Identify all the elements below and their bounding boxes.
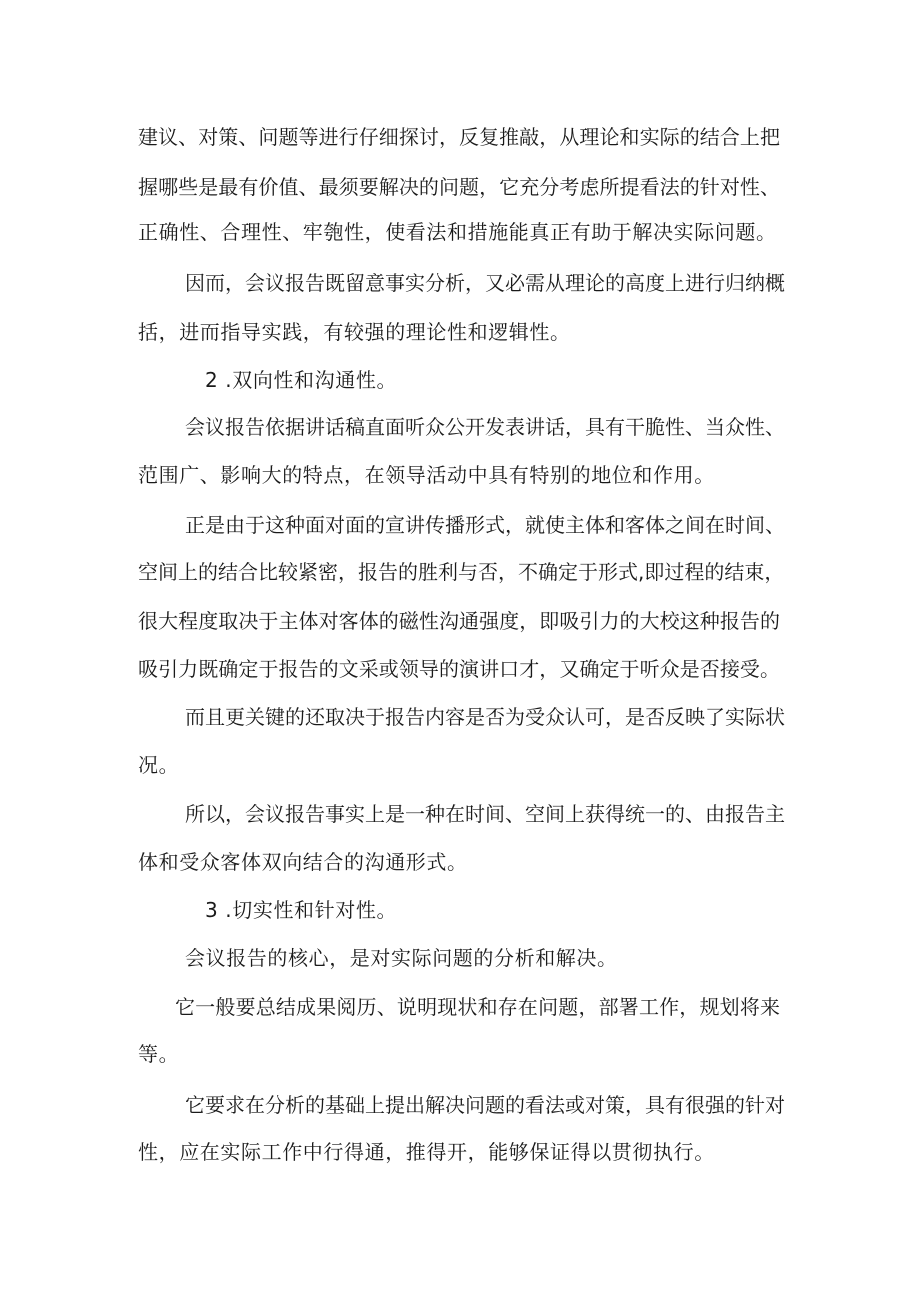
text-line: 正确性、合理性、牢匏性，使看法和措施能真正有助于解决实际问题。 <box>138 220 777 244</box>
text-line: 会议报告依据讲话稿直面听众公开发表讲话，具有干脆性、当众性、 <box>185 415 785 439</box>
text-line: 建议、对策、问题等进行仔细探讨，反复推敲，从理论和实际的结合上把 <box>138 125 780 149</box>
text-line: 况。 <box>138 753 180 777</box>
text-line: 等。 <box>138 1042 180 1066</box>
text-line: 体和受众客体双向结合的沟通形式。 <box>138 850 468 874</box>
text-line: 吸引力既确定于报告的文采或领导的演讲口才，又确定于听众是否接受。 <box>138 657 780 681</box>
text-line: 它一般要总结成果阅历、说明现状和存在问题，部署工作，规划将来 <box>175 995 780 1019</box>
section-heading: 3 .切实性和针对性。 <box>205 898 398 922</box>
text-line: 性，应在实际工作中行得通，推得开，能够保证得以贯彻执行。 <box>138 1140 715 1164</box>
text-line: 因而，会议报告既留意事实分析，又必需从理论的高度上进行归纳概 <box>185 271 785 295</box>
section-heading: 2 .双向性和沟通性。 <box>205 368 398 392</box>
text-line: 会议报告的核心，是对实际问题的分析和解决。 <box>185 946 618 970</box>
text-line: 而且更关键的还取决于报告内容是否为受众认可，是否反映了实际状 <box>185 705 785 729</box>
text-line: 空间上的结合比较紧密，报告的胜利与否，不确定于形式,即过程的结束， <box>138 560 785 584</box>
text-line: 它要求在分析的基础上提出解决问题的看法或对策，具有很强的针对 <box>185 1093 785 1117</box>
text-line: 很大程度取决于主体对客体的磁性沟通强度，即吸引力的大校这种报告的 <box>138 609 780 633</box>
text-line: 握哪些是最有价值、最须要解决的问题，它充分考虑所提看法的针对性、 <box>138 175 780 199</box>
text-line: 正是由于这种面对面的宣讲传播形式，就使主体和客体之间在时间、 <box>185 513 785 537</box>
text-line: 所以，会议报告事实上是一种在时间、空间上获得统一的、由报告主 <box>185 802 785 826</box>
text-line: 括，进而指导实践，有较强的理论性和逻辑性。 <box>138 320 571 344</box>
text-line: 范围广、影响大的特点，在领导活动中具有特别的地位和作用。 <box>138 463 715 487</box>
